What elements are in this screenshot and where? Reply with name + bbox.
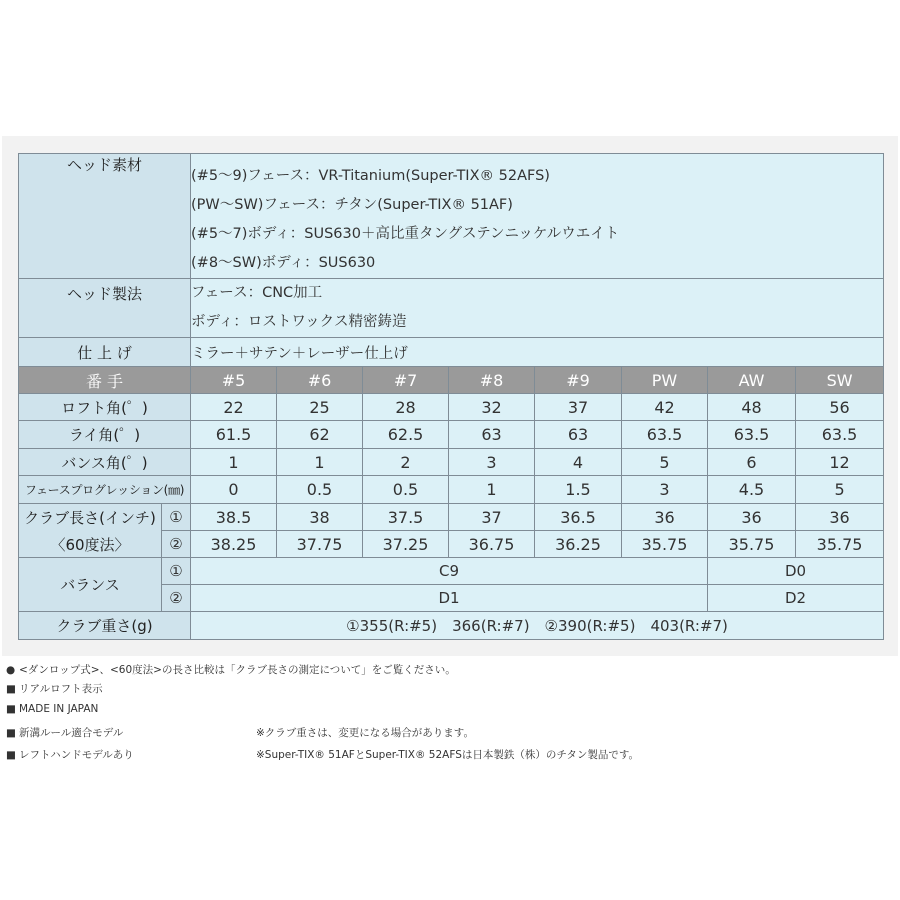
club-header-cell: PW — [622, 367, 708, 394]
note-right: ※クラブ重さは、変更になる場合があります。 — [256, 727, 474, 739]
progression-cell: 5 — [796, 476, 884, 504]
loft-cell: 22 — [191, 394, 277, 421]
length-mark-2: ② — [162, 531, 191, 558]
note-text: MADE IN JAPAN — [19, 703, 99, 715]
progression-cell: 0 — [191, 476, 277, 504]
head-material-line: (#5〜7)ボディ：SUS630＋高比重タングステンニッケルウエイト — [191, 226, 620, 242]
length-mark-1: ① — [162, 504, 191, 531]
finish-row — [19, 338, 884, 367]
note-item — [6, 747, 134, 762]
length-cell: 37 — [449, 504, 535, 531]
progression-cell: 0.5 — [363, 476, 449, 504]
bullet-icon: ■ — [6, 749, 16, 761]
bounce-cell: 5 — [622, 449, 708, 476]
spec-table — [18, 153, 884, 640]
progression-cell: 4.5 — [708, 476, 796, 504]
progression-cell: 1 — [449, 476, 535, 504]
length-row-1 — [19, 504, 884, 531]
bounce-cell: 4 — [535, 449, 622, 476]
lie-cell: 63 — [535, 421, 622, 449]
head-method-row — [19, 279, 884, 338]
balance-mark-2: ② — [162, 585, 191, 612]
note-text: 新溝ルール適合モデル — [19, 727, 124, 739]
loft-cell: 28 — [363, 394, 449, 421]
length-cell: 36.25 — [535, 531, 622, 558]
bounce-cell: 12 — [796, 449, 884, 476]
lie-label: ライ角(゜) — [19, 421, 191, 449]
head-material-line: (#5〜9)フェース：VR-Titanium(Super-TIX® 52AFS) — [191, 168, 550, 184]
bullet-icon: ● — [6, 664, 16, 676]
loft-cell: 56 — [796, 394, 884, 421]
loft-cell: 42 — [622, 394, 708, 421]
head-method-value — [191, 279, 884, 338]
loft-cell: 48 — [708, 394, 796, 421]
balance-cell: D0 — [708, 558, 884, 585]
loft-cell: 37 — [535, 394, 622, 421]
loft-row — [19, 394, 884, 421]
bullet-icon: ■ — [6, 703, 16, 715]
loft-cell: 25 — [277, 394, 363, 421]
note-item — [6, 681, 103, 696]
length-cell: 36 — [796, 504, 884, 531]
lie-cell: 63.5 — [796, 421, 884, 449]
lie-cell: 62.5 — [363, 421, 449, 449]
lie-cell: 63 — [449, 421, 535, 449]
progression-cell: 3 — [622, 476, 708, 504]
bullet-icon: ■ — [6, 727, 16, 739]
bounce-cell: 6 — [708, 449, 796, 476]
club-header-cell: AW — [708, 367, 796, 394]
club-header-cell: #5 — [191, 367, 277, 394]
bounce-cell: 1 — [191, 449, 277, 476]
lie-cell: 62 — [277, 421, 363, 449]
length-cell: 38.25 — [191, 531, 277, 558]
bounce-label: バンス角(゜) — [19, 449, 191, 476]
note-item — [6, 703, 98, 715]
length-cell: 37.25 — [363, 531, 449, 558]
length-cell: 36.75 — [449, 531, 535, 558]
loft-label: ロフト角(゜) — [19, 394, 191, 421]
weight-label: クラブ重さ(g) — [19, 612, 191, 640]
length-cell: 36 — [622, 504, 708, 531]
length-cell: 35.75 — [622, 531, 708, 558]
club-header-cell: SW — [796, 367, 884, 394]
head-method-label: ヘッド製法 — [19, 279, 191, 338]
balance-row-1 — [19, 558, 884, 585]
weight-value: ①355(R:#5) 366(R:#7) ②390(R:#5) 403(R:#7) — [191, 612, 884, 640]
length-label — [19, 504, 162, 558]
length-label-line2: 〈60度法〉 — [50, 535, 130, 554]
length-cell: 37.5 — [363, 504, 449, 531]
note-right: ※Super-TIX® 51AFとSuper-TIX® 52AFSは日本製鉄（株）のチタン製品です。 — [256, 749, 639, 761]
progression-row — [19, 476, 884, 504]
bounce-cell: 1 — [277, 449, 363, 476]
progression-cell: 0.5 — [277, 476, 363, 504]
note-item — [6, 662, 456, 677]
length-label-line1: クラブ長さ(インチ) — [24, 508, 156, 527]
head-method-line: フェース：CNC加工 — [191, 285, 323, 301]
length-cell: 37.75 — [277, 531, 363, 558]
length-cell: 38 — [277, 504, 363, 531]
lie-cell: 63.5 — [708, 421, 796, 449]
head-material-line: (#8〜SW)ボディ：SUS630 — [191, 255, 376, 271]
length-cell: 36.5 — [535, 504, 622, 531]
head-material-row — [19, 154, 884, 279]
lie-cell: 61.5 — [191, 421, 277, 449]
finish-label: 仕 上 げ — [19, 338, 191, 367]
progression-label: フェースプログレッション(㎜) — [19, 476, 191, 504]
balance-label: バランス — [19, 558, 162, 612]
length-cell: 35.75 — [708, 531, 796, 558]
length-cell: 35.75 — [796, 531, 884, 558]
balance-mark-1: ① — [162, 558, 191, 585]
note-text: レフトハンドモデルあり — [19, 749, 134, 761]
bounce-row — [19, 449, 884, 476]
bounce-cell: 3 — [449, 449, 535, 476]
lie-cell: 63.5 — [622, 421, 708, 449]
loft-cell: 32 — [449, 394, 535, 421]
club-header-cell: #7 — [363, 367, 449, 394]
head-material-line: (PW〜SW)フェース：チタン(Super-TIX® 51AF) — [191, 197, 513, 213]
head-method-line: ボディ：ロストワックス精密鋳造 — [191, 314, 407, 330]
club-header-cell: #6 — [277, 367, 363, 394]
club-header-label: 番 手 — [19, 367, 191, 394]
note-item — [6, 725, 123, 740]
balance-cell: C9 — [191, 558, 708, 585]
note-text: リアルロフト表示 — [19, 683, 103, 695]
note-text: <ダンロップ式>、<60度法>の長さ比較は「クラブ長さの測定について」をご覧ください。 — [19, 664, 456, 676]
weight-row — [19, 612, 884, 640]
club-header-cell: #9 — [535, 367, 622, 394]
head-material-label: ヘッド素材 — [19, 154, 191, 279]
bullet-icon: ■ — [6, 683, 16, 695]
balance-cell: D1 — [191, 585, 708, 612]
club-header-row — [19, 367, 884, 394]
balance-cell: D2 — [708, 585, 884, 612]
head-material-value — [191, 154, 884, 279]
club-header-cell: #8 — [449, 367, 535, 394]
bounce-cell: 2 — [363, 449, 449, 476]
length-cell: 36 — [708, 504, 796, 531]
finish-value — [191, 338, 884, 367]
progression-cell: 1.5 — [535, 476, 622, 504]
length-cell: 38.5 — [191, 504, 277, 531]
finish-line: ミラー＋サテン＋レーザー仕上げ — [191, 345, 408, 362]
lie-row — [19, 421, 884, 449]
